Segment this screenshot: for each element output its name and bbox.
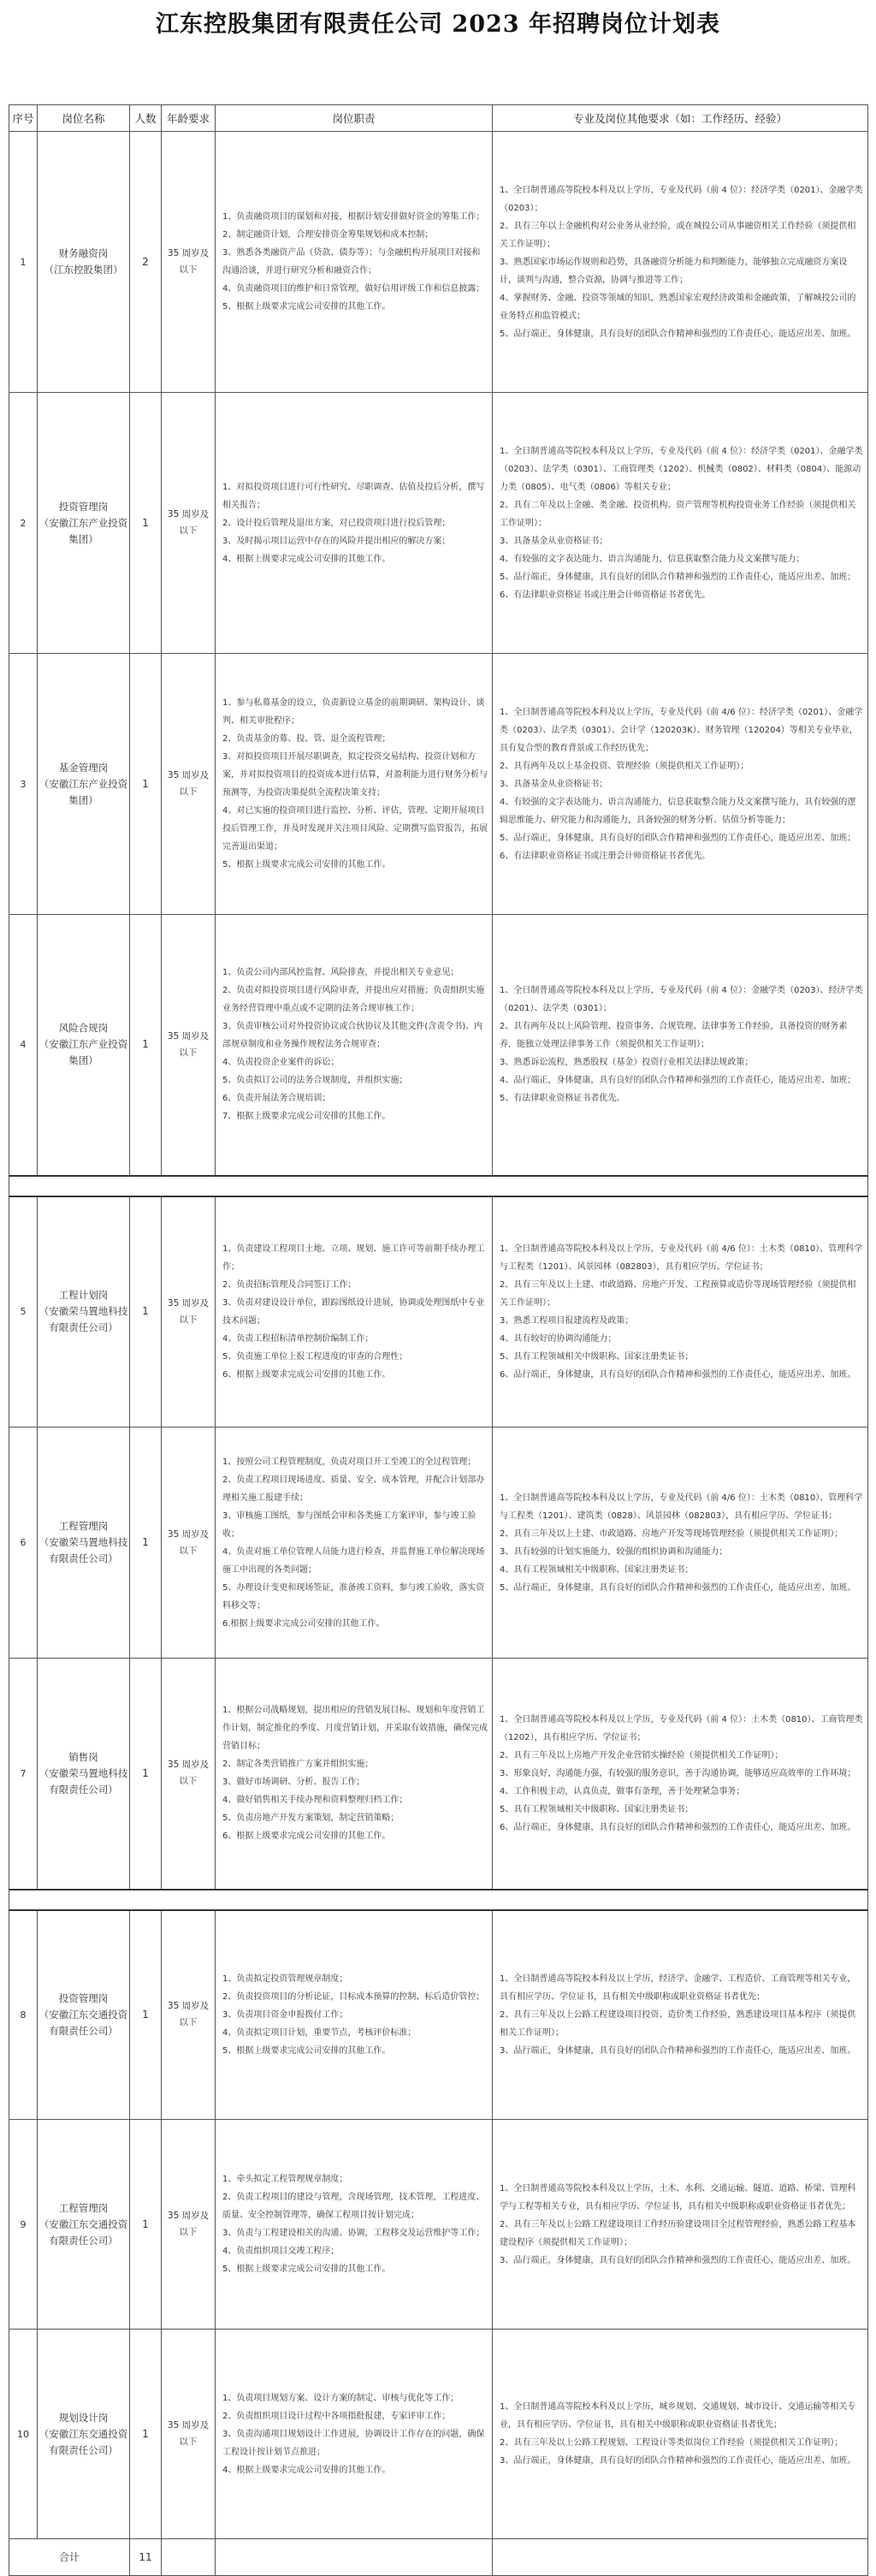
duty-item: 3、负责与工程建设相关的沟通、协调，工程移交及运营维护等工作； <box>222 2229 485 2238</box>
requirements-cell <box>493 132 868 393</box>
requirement-item: 3、具备基金从业资格证书； <box>500 536 608 546</box>
requirement-item: 4、工作积极主动，认真负责，做事有条理，善于处理紧急事务； <box>500 1786 745 1796</box>
requirement-item: 5、有法律职业资格证书者优先。 <box>500 1094 625 1104</box>
requirement-item: 6、有法律职业资格证书或注册会计师资格证书者优先。 <box>500 851 711 861</box>
headcount: 1 <box>130 1659 162 1890</box>
duties-cell <box>216 1659 493 1890</box>
requirements-cell <box>493 654 868 915</box>
table-row <box>9 915 868 1176</box>
requirement-item: 1、全日制普通高等院校本科及以上学历，城乡规划、交通规划、城市设计、交通运输等相关专业，具有相应学历、学位证书，具有相关中级职称或职业资格证书者优先； <box>500 2402 856 2430</box>
duty-item: 4、根据上级要求完成公司安排的其他工作。 <box>222 554 391 564</box>
duty-item: 5、负责房地产开发方案策划，制定营销策略； <box>222 1813 400 1824</box>
requirement-item: 5、品行端正，身体健康，具有良好的团队合作精神和强烈的工作责任心，能适应出差、加班。 <box>500 1582 856 1593</box>
duty-item: 5、办理设计变更和现场签证，准备竣工资料，参与竣工验收，落实资料移交等； <box>222 1582 485 1611</box>
position-name: 销售岗 （安徽荣马置地科技有限责任公司） <box>38 1659 130 1890</box>
requirement-item: 2、具有两年及以上风险管理、投资事务、合规管理、法律事务工作经验，具备投资的财务素养，能独立处理法律事务工作（须提供相关工作证明）； <box>500 1022 848 1050</box>
requirement-item: 5、品行端正，身体健康，具有良好的团队合作精神和强烈的工作责任心，能适应出差、加班。 <box>500 329 856 339</box>
row-number: 3 <box>9 654 38 915</box>
requirement-item: 6、品行端正，身体健康，具有良好的团队合作精神和强烈的工作责任心，能适应出差、加班。 <box>500 1822 856 1832</box>
table-row <box>9 2120 868 2330</box>
headcount: 1 <box>130 915 162 1176</box>
recruitment-table <box>9 104 868 2576</box>
requirement-item: 3、品行端正，身体健康，具有良好的团队合作精神和强烈的工作责任心，能适应出差、加班。 <box>500 2255 856 2265</box>
position-name: 财务融资岗 （江东控股集团） <box>38 132 130 393</box>
requirements-cell <box>493 1910 868 2120</box>
header-row <box>9 105 868 132</box>
duty-item: 5、根据上级要求完成公司安排的其他工作。 <box>222 2264 391 2274</box>
requirement-item: 1、全日制普通高等院校本科及以上学历，专业及代码（前 4/6 位）：经济学类（0201）、金融学类（0203）、法学类（0301）、会计学（120203K）、财务管理（120204）等相关专业毕业，具有复合型的教育背景或工作经历优先； <box>500 707 863 753</box>
duty-item: 2、负责工程项目的建设与管理，含现场管理，技术管理，工程进度、质量、安全控制管理等，确保工程项目按计划完成； <box>222 2193 485 2220</box>
requirement-item: 4、具有工程领域相关中级职称、国家注册类证书； <box>500 1564 694 1575</box>
duty-item: 5、根据上级要求完成公司安排的其他工作。 <box>222 2045 391 2056</box>
requirement-item: 4、品行端正，身体健康，具有良好的团队合作精神和强烈的工作责任心，能适应出差、加班； <box>500 1076 856 1086</box>
requirement-item: 2、具有两年及以上基金投资、管理经验（须提供相关工作证明）； <box>500 761 749 771</box>
duty-item: 1、对拟投资项目进行可行性研究、尽职调查、估值及投后分析，撰写相关报告； <box>222 482 485 510</box>
headcount: 1 <box>130 1196 162 1427</box>
requirement-item: 2、具有三年及以上土建、市政道路、房地产开发、工程预算或造价等现场管理经验（须提供相关工作证明）； <box>500 1279 856 1308</box>
age-requirement: 35 周岁及以下 <box>162 132 216 393</box>
duty-item: 4、根据上级要求完成公司安排的其他工作。 <box>222 2465 391 2475</box>
table-row <box>9 2330 868 2539</box>
duty-item: 3、负责审核公司对外投资协议或合伙协议及其他文件(含责令书)、内部规章制度和业务操作规程法务合规审查； <box>222 1022 483 1050</box>
requirement-item: 1、全日制普通高等院校本科及以上学历，专业及代码（前 4/6 位）：土木类（0810）、管理科学与工程类（1201）、建筑类（0828）、风景园林（082803），具有相应学历、学位证书； <box>500 1493 863 1521</box>
row-number: 6 <box>9 1427 38 1659</box>
duties-cell <box>216 393 493 654</box>
empty-cell <box>162 2539 216 2576</box>
duty-item: 6、负责开展法务合规培训； <box>222 1094 331 1104</box>
row-number: 10 <box>9 2330 38 2539</box>
position-name: 工程计划岗 （安徽荣马置地科技有限责任公司） <box>38 1196 130 1427</box>
header-no: 序号 <box>9 105 38 132</box>
row-number: 9 <box>9 2120 38 2330</box>
duties-cell <box>216 2330 493 2539</box>
page-gap <box>9 1176 868 1196</box>
row-number: 2 <box>9 393 38 654</box>
duties-cell <box>216 915 493 1176</box>
header-position: 岗位名称 <box>38 105 130 132</box>
table-row <box>9 393 868 654</box>
duties-cell <box>216 1910 493 2120</box>
position-name: 工程管理岗 （安徽江东交通投资有限责任公司） <box>38 2120 130 2330</box>
requirement-item: 4、掌握财务、金融、投资等领域的知识，熟悉国家宏观经济政策和金融政策，了解城投公司的业务特点和监管模式； <box>500 293 856 321</box>
duty-item: 2、制定融资计划，合理安排资金筹集规划和成本控制； <box>222 230 434 240</box>
duty-item: 1、按照公司工程管理制度，负责对项目开工至竣工的全过程管理； <box>222 1457 476 1467</box>
age-requirement: 35 周岁及以下 <box>162 2120 216 2330</box>
duty-item: 5、负责施工单位上报工程进度的审查的合理性； <box>222 1351 408 1362</box>
requirement-item: 3、熟悉诉讼流程，熟悉股权（基金）投资行业相关法律法规政策； <box>500 1058 754 1068</box>
row-number: 4 <box>9 915 38 1176</box>
duty-item: 1、负责拟定投资管理规章制度； <box>222 1974 348 1984</box>
headcount: 1 <box>130 393 162 654</box>
age-requirement: 35 周岁及以下 <box>162 915 216 1176</box>
duty-item: 2、负责投资项目的分析论证，目标成本预算的控制、标后造价管控； <box>222 1991 485 2002</box>
requirement-item: 2、具有三年及以上房地产开发企业营销实操经验（须提供相关工作证明）； <box>500 1750 784 1760</box>
requirements-cell <box>493 1659 868 1890</box>
duty-item: 3、负责对建设设计单位，跟踪图纸设计进展，协调或处理图纸中专业技术问题； <box>222 1297 485 1326</box>
header-age: 年龄要求 <box>162 105 216 132</box>
position-name: 基金管理岗 （安徽江东产业投资集团） <box>38 654 130 915</box>
duty-item: 2、负责招标管理及合同签订工作； <box>222 1279 357 1290</box>
requirement-item: 2、具有三年及以上公路工程建设项目工作经历验建设项目全过程管理经验，熟悉公路工程基本建设程序（须提供相关工作证明）； <box>500 2219 856 2247</box>
table-row <box>9 654 868 915</box>
age-requirement: 35 周岁及以下 <box>162 2330 216 2539</box>
duty-item: 2、负责基金的募、投、管、退全流程管理； <box>222 734 391 744</box>
requirement-item: 2、具有二年及以上金融、类金融、投资机构、资产管理等机构投资业务工作经验（须提供相关工作证明）； <box>500 500 856 528</box>
document-title: 江东控股集团有限责任公司 2023 年招聘岗位计划表 <box>156 11 720 38</box>
duty-item: 6、根据上级要求完成公司安排的其他工作。 <box>222 1369 391 1380</box>
requirements-cell <box>493 393 868 654</box>
duties-cell <box>216 1427 493 1659</box>
duty-item: 4、对已实施的投资项目进行监控、分析、评估，管理、定期开展项目投后管理工作，并及时发现并关注项目风险、定期撰写监管报告，拓展完善退出渠道； <box>222 806 488 852</box>
requirement-item: 5、具有工程领域相关中级职称、国家注册类证书； <box>500 1804 694 1814</box>
requirements-cell <box>493 1196 868 1427</box>
requirements-cell <box>493 915 868 1176</box>
age-requirement: 35 周岁及以下 <box>162 1427 216 1659</box>
duty-item: 5、根据上级要求完成公司安排的其他工作。 <box>222 860 391 870</box>
requirement-item: 3、品行端正，身体健康，具有良好的团队合作精神和强烈的工作责任心，能适应出差、加班。 <box>500 2045 856 2056</box>
headcount: 1 <box>130 654 162 915</box>
header-requirements: 专业及岗位其他要求（如：工作经历、经验） <box>493 105 868 132</box>
requirement-item: 3、具备基金从业资格证书； <box>500 779 608 789</box>
position-name: 规划设计岗 （安徽江东交通投资有限责任公司） <box>38 2330 130 2539</box>
position-name: 投资管理岗 （安徽江东产业投资集团） <box>38 393 130 654</box>
duty-item: 5、根据上级要求完成公司安排的其他工作。 <box>222 302 391 312</box>
total-row <box>9 2539 868 2576</box>
duty-item: 3、对拟投资项目开展尽职调查，拟定投资交易结构、投资计划和方案，并对拟投资项目的投资成本进行估算，对盈利能力进行财务分析与预测等，为投资决策提供全流程决策支持； <box>222 752 488 798</box>
position-name: 工程管理岗 （安徽荣马置地科技有限责任公司） <box>38 1427 130 1659</box>
duty-item: 1、负责公司内部风控监督、风险排查，并提出相关专业意见； <box>222 968 459 978</box>
total-label: 合计 <box>9 2539 130 2576</box>
duties-cell <box>216 1196 493 1427</box>
duty-item: 4、负责拟定项目计划，重要节点，考核评价标准； <box>222 2027 417 2038</box>
table-row <box>9 1196 868 1427</box>
duty-item: 2、负责对拟投资项目进行风险审查，并提出应对措施；负责组织实施业务经营管理中重点或不定期的法务合规审核工作； <box>222 986 485 1014</box>
requirement-item: 6、有法律职业资格证书或注册会计师资格证书者优先。 <box>500 590 711 600</box>
requirement-item: 3、品行端正，身体健康，具有良好的团队合作精神和强烈的工作责任心，能适应出差、加班。 <box>500 2456 856 2466</box>
requirement-item: 2、具有三年以上金融机构对公业务从业经验，或在城投公司从事融资相关工作经验（须提供相关工作证明）； <box>500 221 856 249</box>
headcount: 1 <box>130 2120 162 2330</box>
duty-item: 3、负责项目资金申报拨付工作； <box>222 2009 348 2020</box>
requirement-item: 5、品行端正，身体健康，具有良好的团队合作精神和强烈的工作责任心，能适应出差、加班； <box>500 833 856 843</box>
duty-item: 3、负责沟通项目规划设计工作进展，协调设计工作存在的问题，确保工程设计按计划节点推进； <box>222 2429 485 2457</box>
requirement-item: 4、有较强的文字表达能力、语言沟通能力，信息获取整合能力及文案撰写能力，具有较强的逻辑思维能力、研究能力和沟通能力，具备较强的财务分析、估值分析等能力； <box>500 797 856 825</box>
row-number: 1 <box>9 132 38 393</box>
total-count: 11 <box>130 2539 162 2576</box>
requirement-item: 1、全日制普通高等院校本科及以上学历，专业及代码（前 4 位）：经济学类（0201）、金融学类（0203）； <box>500 185 863 213</box>
duty-item: 3、做好市场调研、分析、报告工作； <box>222 1778 365 1788</box>
duty-item: 1、负责项目规划方案、设计方案的制定、审核与优化等工作； <box>222 2393 459 2403</box>
requirement-item: 4、具有较好的协调沟通能力； <box>500 1333 617 1344</box>
duty-item: 1、负责建设工程项目土地、立项、规划、施工许可等前期手续办理工作； <box>222 1243 485 1272</box>
duty-item: 2、负责工程项目现场进度、质量、安全、成本管理，并配合计划部办理相关施工报建手续； <box>222 1475 485 1503</box>
requirement-item: 1、全日制普通高等院校本科及以上学历，专业及代码（前 4 位）：土木类（0810）、工商管理类（1202），具有相应学历、学位证书； <box>500 1714 863 1742</box>
duty-item: 3、熟悉各类融资产品（贷款、债券等）；与金融机构开展项目对接和沟通洽谈，并进行研究分析和融资合作； <box>222 248 481 276</box>
requirement-item: 3、形象良好，沟通能力强，有较强的服务意识，善于沟通协调，能够适应高效率的工作环境； <box>500 1768 856 1778</box>
duty-item: 4、负责融资项目的维护和日常管理，做好信用评级工作和信息披露； <box>222 284 485 294</box>
position-name: 投资管理岗 （安徽江东交通投资有限责任公司） <box>38 1910 130 2120</box>
duty-item: 1、牵头拟定工程管理规章制度； <box>222 2175 348 2184</box>
row-number: 8 <box>9 1910 38 2120</box>
duty-item: 3、审核施工图纸，参与图纸会审和各类施工方案评审，参与竣工验收； <box>222 1511 476 1539</box>
table-row <box>9 1910 868 2120</box>
requirement-item: 3、熟悉工程项目报建流程及政策； <box>500 1315 634 1326</box>
requirement-item: 2、具有三年及以上公路工程规划、工程设计等类似岗位工作经验（须提供相关工作证明）； <box>500 2438 843 2448</box>
duties-cell <box>216 654 493 915</box>
requirements-cell <box>493 2120 868 2330</box>
age-requirement: 35 周岁及以下 <box>162 1659 216 1890</box>
duty-item: 4、负责投资企业案件的诉讼； <box>222 1058 340 1068</box>
requirement-item: 1、全日制普通高等院校本科及以上学历，经济学、金融学、工程造价、工商管理等相关专业，具有相应学历、学位证书，具有相关中级职称或职业资格证书者优先； <box>500 1974 856 2002</box>
duty-item: 6.根据上级要求完成公司安排的其他工作。 <box>222 1618 385 1629</box>
duty-item: 4、做好销售相关手续办理和资料整理归档工作； <box>222 1795 408 1806</box>
table-row <box>9 1659 868 1890</box>
position-name: 风险合规岗 （安徽江东产业投资集团） <box>38 915 130 1176</box>
requirement-item: 1、全日制普通高等院校本科及以上学历，专业及代码（前 4/6 位）：土木类（0810）、管理科学与工程类（1201）、风景园林（082803），具有相应学历、学位证书； <box>500 1243 863 1272</box>
table-row <box>9 132 868 393</box>
duty-item: 2、制定各类营销推广方案并组织实施； <box>222 1760 374 1770</box>
page-gap-cell <box>9 1176 868 1196</box>
age-requirement: 35 周岁及以下 <box>162 1910 216 2120</box>
requirement-item: 6、品行端正，身体健康，具有良好的团队合作精神和强烈的工作责任心，能适应出差、加班。 <box>500 1369 856 1380</box>
duty-item: 6、根据上级要求完成公司安排的其他工作。 <box>222 1831 391 1842</box>
requirement-item: 3、具有较强的计划实施能力，较强的组织协调和沟通能力； <box>500 1546 728 1557</box>
header-count: 人数 <box>130 105 162 132</box>
requirement-item: 2、具有三年及以上公路工程建设项目投资、造价类工作经验，熟悉建设项目基本程序（须提供相关工作证明）； <box>500 2009 856 2038</box>
duty-item: 4、负责组织项目交竣工程序； <box>222 2247 340 2256</box>
duty-item: 4、负责对施工单位管理人员能力进行检查，并监督施工单位解决现场施工中出现的各类问题； <box>222 1546 485 1575</box>
requirement-item: 4、有较强的文字表达能力、语言沟通能力，信息获取整合能力及文案撰写能力； <box>500 554 805 564</box>
requirement-item: 3、熟悉国家市场运作规则和趋势，具备融资分析能力和判断能力，能够独立完成融资方案设计，谈判与沟通，整合资源，协调与推进等工作； <box>500 257 848 285</box>
requirements-cell <box>493 1427 868 1659</box>
requirement-item: 5、具有工程领域相关中级职称、国家注册类证书； <box>500 1351 694 1362</box>
headcount: 1 <box>130 1910 162 2120</box>
duty-item: 5、负责拟订公司的法务合规制度，并组织实施； <box>222 1076 408 1086</box>
requirement-item: 1、全日制普通高等院校本科及以上学历，专业及代码（前 4 位）：金融学类（0203）、经济学类（0201）、法学类（0301）； <box>500 986 863 1014</box>
headcount: 1 <box>130 1427 162 1659</box>
requirement-item: 1、全日制普通高等院校本科及以上学历，土木、水利、交通运输、隧道、道路、桥梁、管理科学与工程等相关专业，具有相应学历、学位证书，具有相关中级职称或职业资格证书者优先； <box>500 2183 856 2211</box>
requirements-cell <box>493 2330 868 2539</box>
page-gap <box>9 1890 868 1910</box>
row-number: 7 <box>9 1659 38 1890</box>
header-duties: 岗位职责 <box>216 105 493 132</box>
duty-item: 2、设计投后管理及退出方案，对已投资项目进行投后管理； <box>222 518 451 528</box>
empty-cell <box>493 2539 868 2576</box>
requirement-item: 5、品行端正，身体健康，具有良好的团队合作精神和强烈的工作责任心，能适应出差、加班； <box>500 572 856 582</box>
duties-cell <box>216 2120 493 2330</box>
empty-cell <box>216 2539 493 2576</box>
duty-item: 2、负责组织项目设计过程中各项指批报建，专家评审工作； <box>222 2411 451 2421</box>
age-requirement: 35 周岁及以下 <box>162 1196 216 1427</box>
requirement-item: 2、具有三年及以上土建、市政道路、房地产开发等现场管理经验（须提供相关工作证明）； <box>500 1528 843 1539</box>
duty-item: 4、负责工程招标清单控制价编制工作； <box>222 1333 374 1344</box>
duty-item: 1、负责融资项目的谋划和对接，根据计划安排做好资金的筹集工作； <box>222 212 485 222</box>
age-requirement: 35 周岁及以下 <box>162 654 216 915</box>
duty-item: 3、及时揭示项目运营中存在的风险并提出相应的解决方案； <box>222 536 451 546</box>
duties-cell <box>216 132 493 393</box>
age-requirement: 35 周岁及以下 <box>162 393 216 654</box>
headcount: 2 <box>130 132 162 393</box>
row-number: 5 <box>9 1196 38 1427</box>
requirement-item: 1、全日制普通高等院校本科及以上学历，专业及代码（前 4 位）：经济学类（0201）、金融学类（0203）、法学类（0301）、工商管理类（1202）、机械类（0802）、材料类（0804）、能源动力类（0805）、电气类（0806）等相关专业； <box>500 446 863 492</box>
page-gap-cell <box>9 1890 868 1910</box>
duty-item: 7、根据上级要求完成公司安排的其他工作。 <box>222 1112 391 1122</box>
duty-item: 1、根据公司战略规划，提出相应的营销发展目标、规划和年度营销工作计划，制定推化的季度、月度营销计划，并采取有效措施，确保完成营销目标； <box>222 1706 488 1752</box>
headcount: 1 <box>130 2330 162 2539</box>
duty-item: 1、参与私募基金的设立，负责新设立基金的前期调研、架构设计、谈判、相关审批程序； <box>222 698 485 726</box>
table-row <box>9 1427 868 1659</box>
